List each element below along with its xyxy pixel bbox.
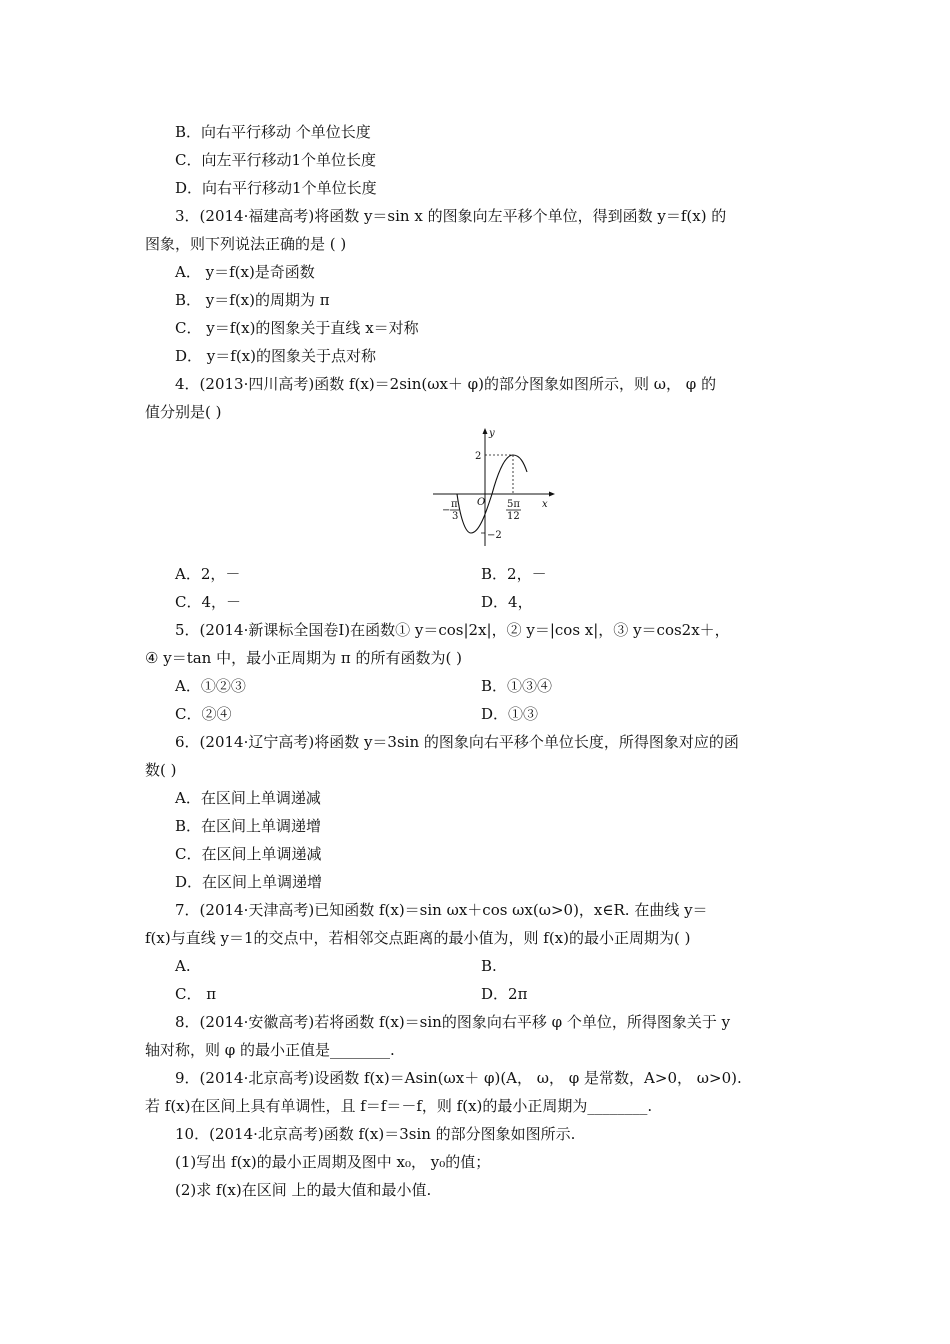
pos-tick-denominator: 12 [507,511,520,522]
sine-graph-svg [425,424,560,554]
x-axis-arrow [549,492,555,497]
option-3c: C． y＝f(x)的图象关于直线 x＝对称 [175,319,419,337]
question-3-line2: 图象，则下列说法正确的是 ( ) [145,235,347,253]
option-4c: C．4，－ [175,593,242,611]
y-axis-arrow [483,428,488,434]
neg-tick-sign: − [442,505,451,516]
option-5d: D．①③ [481,705,539,723]
option-3a: A． y＝f(x)是奇函数 [175,263,315,281]
option-2b: B．向右平行移动 个单位长度 [175,123,371,141]
min-value-label: −2 [487,530,502,541]
question-10-line1: 10．(2014·北京高考)函数 f(x)＝3sin 的部分图象如图所示. [175,1125,576,1143]
option-6a: A．在区间上单调递减 [175,789,321,807]
question-9-line2: 若 f(x)在区间上具有单调性，且 f＝f＝－f，则 f(x)的最小正周期为________. [145,1097,653,1115]
question-8-line1: 8．(2014·安徽高考)若将函数 f(x)＝sin的图象向右平移 φ 个单位，所得图象关于 y [175,1013,731,1031]
y-axis-label: y [489,428,495,439]
option-3b: B． y＝f(x)的周期为 π [175,291,330,309]
option-7c: C． π [175,985,217,1003]
option-3d: D． y＝f(x)的图象关于点对称 [175,347,376,365]
option-7d: D．2π [481,985,528,1003]
question-7-line2: f(x)与直线 y＝1的交点中，若相邻交点距离的最小值为，则 f(x)的最小正周期为( ) [145,929,691,947]
option-6b: B．在区间上单调递增 [175,817,322,835]
question-5-line2: ④ y＝tan 中，最小正周期为 π 的所有函数为( ) [145,649,462,667]
option-6d: D．在区间上单调递增 [175,873,323,891]
option-2d: D．向右平行移动1个单位长度 [175,179,377,197]
sine-graph-figure [425,424,560,554]
option-4a: A．2，－ [175,565,241,583]
question-4-line1: 4．(2013·四川高考)函数 f(x)＝2sin(ωx＋ φ)的部分图象如图所示，则 ω， φ 的 [175,375,717,393]
question-10-part1: (1)写出 f(x)的最小正周期及图中 x₀， y₀的值； [175,1153,491,1171]
question-8-line2: 轴对称，则 φ 的最小正值是________. [145,1041,395,1059]
option-2c: C．向左平行移动1个单位长度 [175,151,377,169]
option-5a: A．①②③ [175,677,246,695]
option-5b: B．①③④ [481,677,553,695]
pos-tick-numerator: 5π [507,499,520,510]
question-3-line1: 3．(2014·福建高考)将函数 y＝sin x 的图象向左平移个单位，得到函数 y＝f(x) 的 [175,207,727,225]
origin-label: O [477,497,486,508]
option-7a: A. [175,957,191,975]
question-6-line2: 数( ) [145,761,177,779]
question-4-line2: 值分别是( ) [145,403,222,421]
question-9-line1: 9．(2014·北京高考)设函数 f(x)＝Asin(ωx＋ φ)(A， ω， φ 是常数，A>0， ω>0). [175,1069,742,1087]
neg-tick-numerator: π [451,499,458,510]
question-10-part2: (2)求 f(x)在区间 上的最大值和最小值. [175,1181,432,1199]
question-7-line1: 7．(2014·天津高考)已知函数 f(x)＝sin ωx＋cos ωx(ω>0)，x∈R. 在曲线 y＝ [175,901,708,919]
option-4b: B．2，－ [481,565,547,583]
x-axis-label: x [542,499,548,510]
option-7b: B. [481,957,497,975]
neg-tick-denominator: 3 [452,511,459,522]
option-4d: D．4， [481,593,533,611]
option-5c: C．②④ [175,705,232,723]
option-6c: C．在区间上单调递减 [175,845,322,863]
question-6-line1: 6．(2014·辽宁高考)将函数 y＝3sin 的图象向右平移个单位长度，所得图象对应的函 [175,733,739,751]
question-5-line1: 5．(2014·新课标全国卷Ⅰ)在函数① y＝cos|2x|，② y＝|cos x|，③ y＝cos2x＋， [175,621,730,639]
max-value-label: 2 [475,451,482,462]
